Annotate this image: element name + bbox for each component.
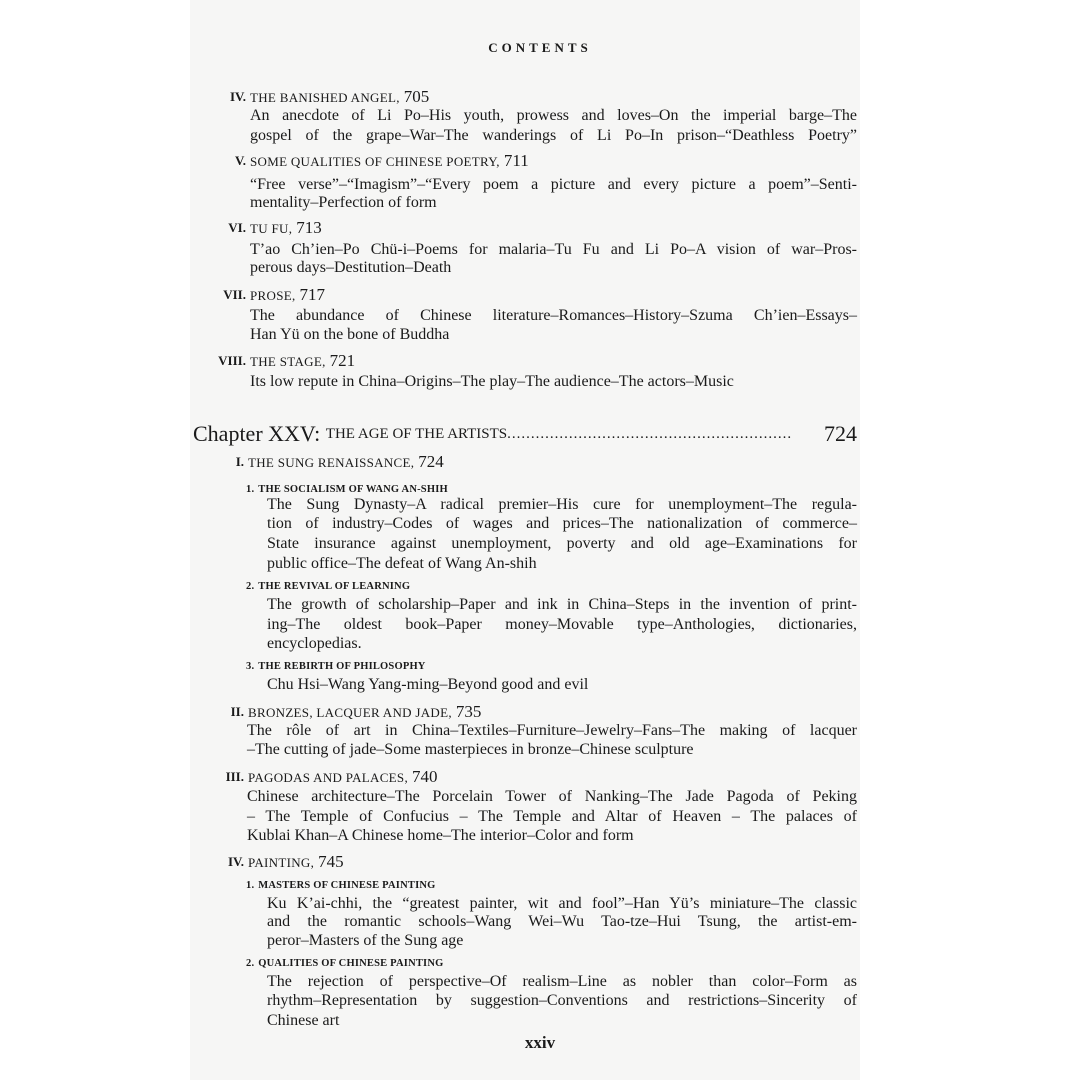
section-number: VII. xyxy=(223,287,246,302)
section-number: IV. xyxy=(227,854,244,869)
section-page: 724 xyxy=(418,452,444,471)
subsection-number: 2. xyxy=(246,581,255,592)
section-heading xyxy=(248,852,344,872)
section-description-line: gospel of the grape–War–The wanderings of Li Po–In prison–“Deathless Poetry” xyxy=(250,127,857,144)
section-description-line: “Free verse”–“Imagism”–“Every poem a picture and every picture a poem”–Senti- xyxy=(250,176,857,193)
section-title: TU FU, xyxy=(250,221,293,236)
section-heading xyxy=(250,151,529,171)
subsection-description-line: Chinese art xyxy=(267,1012,340,1029)
section-title: THE BANISHED ANGEL, xyxy=(250,90,400,105)
subsection-title: QUALITIES OF CHINESE PAINTING xyxy=(258,958,444,969)
section-description-line: An anecdote of Li Po–His youth, prowess and loves–On the imperial barge–The xyxy=(250,107,857,124)
chapter-label: Chapter XXV: xyxy=(193,421,321,446)
section-title: SOME QUALITIES OF CHINESE POETRY, xyxy=(250,154,500,169)
section-heading xyxy=(250,285,325,305)
subsection-title: THE REBIRTH OF PHILOSOPHY xyxy=(258,661,426,672)
section-description-line: Its low repute in China–Origins–The play–The audience–The actors–Music xyxy=(250,373,734,390)
page-title: CONTENTS xyxy=(488,40,592,55)
subsection-heading xyxy=(246,575,410,595)
subsection-description-line: rhythm–Representation by suggestion–Conventions and restrictions–Sincerity of xyxy=(267,992,857,1009)
subsection-description-line: and the romantic schools–Wang Wei–Wu Tao-tze–Hui Tsung, the artist-em- xyxy=(267,913,857,930)
subsection-description-line: Chu Hsi–Wang Yang-ming–Beyond good and evil xyxy=(267,676,589,693)
subsection-description-line: State insurance against unemployment, poverty and old age–Examinations for xyxy=(267,535,857,552)
section-number: III. xyxy=(225,769,244,784)
subsection-description-line: Ku K’ai-chhi, the “greatest painter, wit and fool”–Han Yü’s miniature–The classic xyxy=(267,895,857,912)
subsection-number: 2. xyxy=(246,958,255,969)
section-page: 717 xyxy=(299,285,326,304)
section-page: 721 xyxy=(329,351,356,370)
subsection-title: THE REVIVAL OF LEARNING xyxy=(258,581,411,592)
section-description-line: The abundance of Chinese literature–Romances–History–Szuma Ch’ien–Essays– xyxy=(250,307,857,324)
subsection-description-line: tion of industry–Codes of wages and prices–The nationalization of commerce– xyxy=(267,515,857,532)
section-title: PAGODAS AND PALACES, xyxy=(248,770,409,785)
subsection-heading xyxy=(246,874,436,894)
subsection-number: 1. xyxy=(246,484,255,495)
section-number: I. xyxy=(235,454,244,469)
subsection-heading xyxy=(246,952,444,972)
section-title: BRONZES, LACQUER AND JADE, xyxy=(248,705,452,720)
subsection-heading xyxy=(246,655,426,675)
section-description-line: Han Yü on the bone of Buddha xyxy=(250,326,450,343)
subsection-number: 3. xyxy=(246,661,255,672)
section-heading xyxy=(250,351,355,371)
section-heading xyxy=(248,767,438,787)
section-title: PAINTING, xyxy=(248,855,315,870)
section-description-line: mentality–Perfection of form xyxy=(250,194,437,211)
section-number: IV. xyxy=(229,89,246,104)
section-page: 705 xyxy=(403,87,430,106)
section-title: PROSE, xyxy=(250,288,296,303)
section-description-line: The rôle of art in China–Textiles–Furniture–Jewelry–Fans–The making of lacquer xyxy=(247,722,857,739)
subsection-description-line: encyclopedias. xyxy=(267,635,362,652)
section-page: 745 xyxy=(318,852,344,871)
section-description-line: –The cutting of jade–Some masterpieces in bronze–Chinese sculpture xyxy=(247,741,694,758)
chapter-title: THE AGE OF THE ARTISTS xyxy=(325,426,508,442)
section-description-line: Kublai Khan–A Chinese home–The interior–Color and form xyxy=(247,827,634,844)
section-description-line: – The Temple of Confucius – The Temple and Altar of Heaven – The palaces of xyxy=(247,808,857,825)
subsection-description-line: The rejection of perspective–Of realism–Line as nobler than color–Form as xyxy=(267,973,857,990)
section-heading xyxy=(248,452,444,472)
section-title: THE STAGE, xyxy=(250,354,326,369)
subsection-description-line: The Sung Dynasty–A radical premier–His cure for unemployment–The regula- xyxy=(267,496,857,513)
dot-leader: ............................................................ xyxy=(507,426,793,442)
section-page: 735 xyxy=(455,702,482,721)
section-title: THE SUNG RENAISSANCE, xyxy=(248,455,415,470)
chapter-page: 724 xyxy=(824,421,857,446)
section-heading xyxy=(250,87,429,107)
section-description-line: T’ao Ch’ien–Po Chü-i–Poems for malaria–Tu Fu and Li Po–A vision of war–Pros- xyxy=(250,241,857,258)
page-number: xxiv xyxy=(524,1033,556,1052)
section-number: VI. xyxy=(228,220,246,235)
section-page: 713 xyxy=(296,218,322,237)
subsection-description-line: peror–Masters of the Sung age xyxy=(267,932,464,949)
subsection-title: THE SOCIALISM OF WANG AN-SHIH xyxy=(258,484,448,495)
section-number: V. xyxy=(235,153,246,168)
chapter-heading xyxy=(193,419,857,449)
section-page: 740 xyxy=(412,767,438,786)
section-description-line: Chinese architecture–The Porcelain Tower of Nanking–The Jade Pagoda of Peking xyxy=(247,788,857,805)
section-number: II. xyxy=(230,704,244,719)
subsection-description-line: The growth of scholarship–Paper and ink in China–Steps in the invention of print- xyxy=(267,596,857,613)
section-page: 711 xyxy=(503,151,529,170)
subsection-title: MASTERS OF CHINESE PAINTING xyxy=(258,880,436,891)
section-description-line: perous days–Destitution–Death xyxy=(250,259,452,276)
section-number: VIII. xyxy=(218,353,246,368)
section-heading xyxy=(248,702,481,722)
subsection-description-line: public office–The defeat of Wang An-shih xyxy=(267,555,537,572)
subsection-number: 1. xyxy=(246,880,255,891)
section-heading xyxy=(250,218,322,238)
subsection-description-line: ing–The oldest book–Paper money–Movable type–Anthologies, dictionaries, xyxy=(267,616,857,633)
